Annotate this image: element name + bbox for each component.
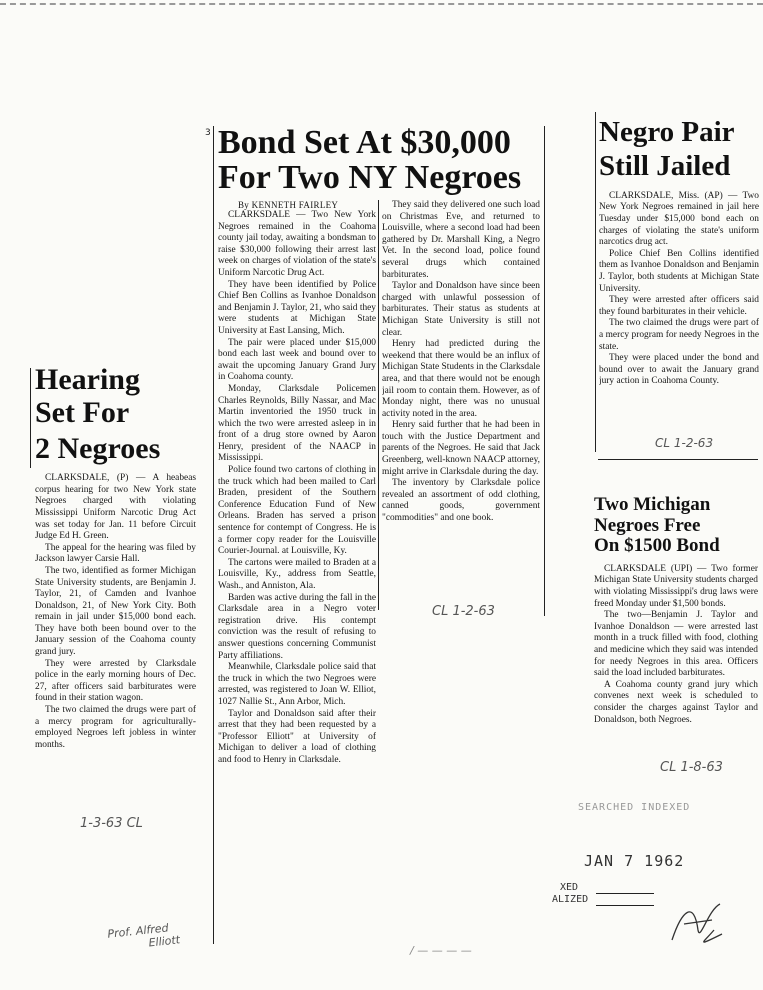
- headline-line: 2 Negroes: [35, 431, 161, 465]
- paragraph: Henry had predicted during the weekend that there would be an influx of Michigan State Students in the Clarksdale area, and that there would not be enough jail room to contain them. However, as of Monday night, there was no unusual activity noted in the area.: [382, 339, 540, 419]
- michigan-handwritten-mark: CL 1-8-63: [660, 760, 723, 775]
- paragraph: Police found two cartons of clothing in the truck which had been mailed to Carl Braden, president of the Southern Conference Education Fund of New Orleans. Braden has served a prison sentence for contempt of Congress. He is a former copy reader for the Louisville Courier-Journal. at Louisville, Ky.: [218, 465, 376, 557]
- paragraph: The inventory by Clarksdale police revealed an assortment of odd clothing, canned goods, government "commodities" and one book.: [382, 478, 540, 524]
- paragraph: Taylor and Donaldson have since been charged with unlawful possession of barbiturates. Their status as students at Michigan State University is still not clear.: [382, 281, 540, 338]
- jailed-handwritten-mark: CL 1-2-63: [655, 436, 714, 450]
- top-edge-line: [0, 3, 763, 5]
- hearing-body: [26, 473, 196, 751]
- hearing-headline: [26, 365, 196, 463]
- paragraph: Police Chief Ben Collins identified them as Ivanhoe Donaldson and Benjamin J. Taylor, both students at Michigan State University.: [599, 248, 759, 294]
- hearing-clipping: [26, 365, 196, 833]
- headline-line: Set For: [35, 396, 130, 430]
- jailed-clipping: [599, 118, 759, 453]
- paragraph: They said they delivered one such load on Christmas Eve, and returned to Louisville, where a second load had been gathered by Dr. Marshall King, a Negro Vet. In the second load, police found several drugs which contained barbiturates.: [382, 200, 540, 280]
- bond-column-2: [382, 200, 540, 615]
- paragraph: Barden was active during the fall in the Clarksdale area in a Negro voter registration drive. His contempt conviction was the result of refusing to answer questions concerning Communist Party affiliations.: [218, 592, 376, 661]
- paragraph: Taylor and Donaldson said after their arrest that they had been requested by a "Professor Elliott" at University of Michigan to deliver a load of clothing and food to Henry in Clarksdale.: [218, 708, 376, 765]
- bond-right-rule: [544, 126, 545, 616]
- initials-scribble: [664, 890, 728, 950]
- indexed-stamp: XED: [560, 882, 579, 893]
- stamp-line: [596, 905, 654, 906]
- headline-line: On $1500 Bond: [594, 535, 720, 557]
- jailed-bottom-rule: [598, 459, 758, 460]
- hearing-left-rule: [30, 368, 31, 468]
- date-stamp: JAN 7 1962: [584, 852, 685, 870]
- paragraph: Monday, Clarksdale Policemen Charles Reynolds, Billy Nassar, and Mac Martin inventoried the 1950 truck in which the two were arrested asleep in in front of a drug store owned by Aaron Henry, president of the NAACP in Mississippi.: [218, 383, 376, 464]
- bond-column-divider: [378, 200, 379, 610]
- paragraph: The cartons were mailed to Braden at a Louisville, Ky., address from Seattle, Wash., and Anniston, Ala.: [218, 557, 376, 591]
- jailed-body: [599, 191, 759, 388]
- byline: By KENNETH FAIRLEY: [238, 200, 339, 210]
- handwritten-bottom-marks: / — — — —: [410, 944, 472, 957]
- paragraph: Meanwhile, Clarksdale police said that the truck in which the two Negroes were arrested, was registered to Joan W. Elliot, 1027 Nallie St., Ann Arbor, Mich.: [218, 662, 376, 707]
- paragraph: The two—Benjamin J. Taylor and Ivanhoe Donaldson — were arrested last month in a truck filled with food, clothing and medicine which they said was intended for needy Negroes in this area. Officers said the load included barbiturates.: [594, 610, 758, 679]
- hearing-handwritten-mark: 1-3-63 CL: [80, 816, 143, 831]
- paragraph: The pair were placed under $15,000 bond each last week and bound over to await the upcoming January Grand Jury in Coahoma county.: [218, 337, 376, 383]
- michigan-headline: [590, 496, 758, 556]
- jailed-left-rule: [595, 112, 596, 452]
- paragraph: CLARKSDALE, Miss. (AP) — Two New York Negroes remained in jail here Tuesday under $15,000 bond each on charges of violating the state's uniform narcotics drug act.: [599, 190, 759, 248]
- bond-headline: [218, 126, 540, 201]
- paragraph: They were arrested by Clarksdale police in the early morning hours of Dec. 27, after officers said barbiturates were found in their station wagon.: [35, 658, 196, 704]
- headline-line: Still Jailed: [599, 150, 731, 183]
- bond-handwritten-mark: CL 1-2-63: [432, 604, 495, 619]
- paragraph: The two claimed the drugs were part of a mercy program for agriculturally-employed Negroes left jobless in winter months.: [35, 705, 196, 750]
- paragraph: The two, identified as former Michigan State University students, are Benjamin J. Taylor, 21, of Camden and Ivanhoe Donaldson, 21, of New York City. Both remain in jail under $15,000 bond each. They have both been bound over to the January session of the Coahoma county grand jury.: [35, 565, 196, 658]
- paragraph: The appeal for the hearing was filed by Jackson lawyer Carsie Hall.: [35, 542, 196, 565]
- headline-line: For Two NY Negroes: [218, 159, 522, 197]
- paragraph: CLARKSDALE (UPI) — Two former Michigan State University students charged with violating Mississippi's drug laws were freed Monday under $1,500 bonds.: [594, 563, 758, 609]
- headline-line: Negroes Free: [594, 514, 701, 536]
- handwritten-line: Prof. Alfred: [106, 921, 170, 941]
- paragraph: They have been identified by Police Chief Ben Collins as Ivanhoe Donaldson and Benjamin J. Taylor, 21, who said they were students at Michigan State University at East Lansing, Mich.: [218, 279, 376, 336]
- headline-line: Hearing: [35, 365, 140, 396]
- paragraph: Henry said further that he had been in touch with the Justice Department and parents of the Negroes. He said that Jack Greenberg, well-known NAACP attorney, might arrive in Clarksdale during the day.: [382, 420, 540, 477]
- stamp-line: [596, 893, 654, 894]
- bond-col2-body: [382, 200, 540, 525]
- headline-line: Bond Set At $30,000: [218, 126, 511, 161]
- paragraph: CLARKSDALE, (P) — A heabeas corpus hearing for two New York state Negroes charged with violating Mississippi Uniform Narcotic Drug Act was set today for Jan. 11 before Circuit Judge Ed H. Green.: [35, 473, 196, 542]
- bond-left-rule: [213, 126, 214, 944]
- paragraph: A Coahoma county grand jury which convenes next week is scheduled to consider the charges against Taylor and Donaldson, both Negroes.: [594, 679, 758, 725]
- serialized-stamp: ALIZED: [552, 894, 589, 905]
- paragraph: The two claimed the drugs were part of a mercy program for needy Negroes in the state.: [599, 318, 759, 352]
- bond-column-1: [218, 200, 376, 940]
- handwritten-line: Elliott: [147, 933, 181, 950]
- faded-stamp: SEARCHED INDEXED: [578, 802, 691, 813]
- headline-line: Negro Pair: [599, 118, 735, 148]
- clipping-number: 3: [205, 128, 211, 138]
- michigan-body: [590, 564, 758, 726]
- handwritten-name: [107, 920, 181, 953]
- headline-line: Two Michigan: [594, 496, 711, 515]
- bond-col1-body: [218, 210, 376, 767]
- paragraph: They were arrested after officers said they found barbiturates in their vehicle.: [599, 295, 759, 317]
- michigan-clipping: [590, 496, 758, 788]
- paragraph: CLARKSDALE — Two New York Negroes remained in the Coahoma county jail today, awaiting a bondsman to raise $30,000 following their arrest last week on charges of violation of the state's Uniform Narcotic Drug Act.: [218, 210, 376, 278]
- paragraph: They were placed under the bond and bound over to await the January grand jury action in Coahoma County.: [599, 353, 759, 387]
